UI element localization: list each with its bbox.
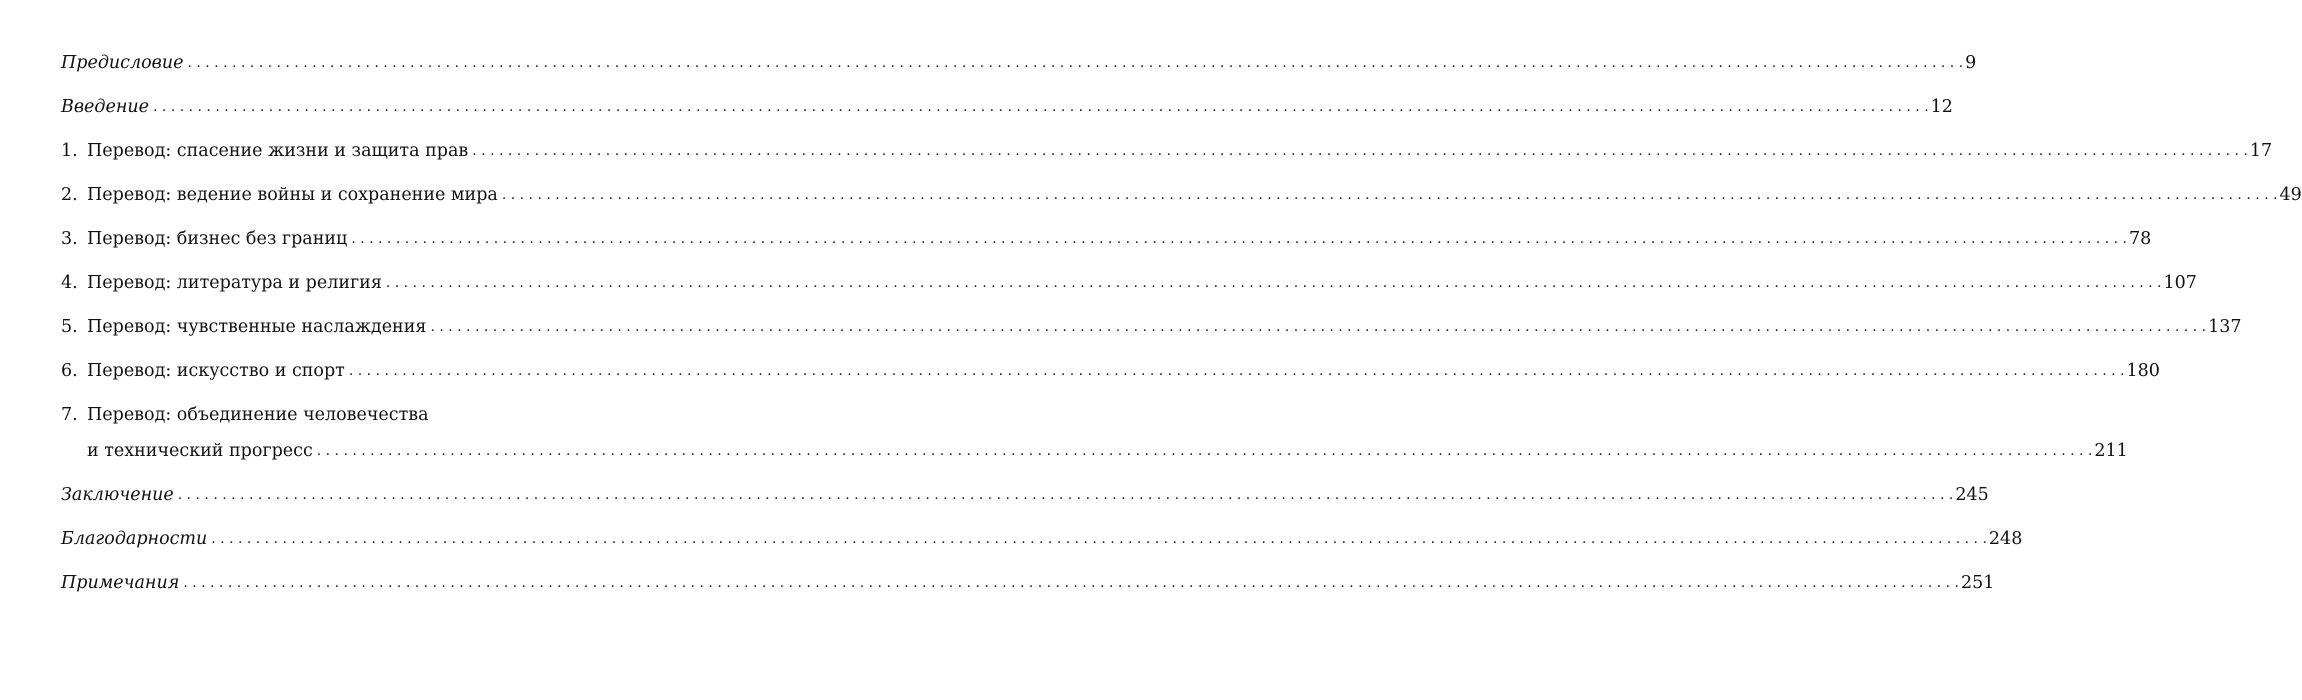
toc-entry-page: 12 — [1930, 97, 1953, 117]
toc-entry-number: 4. — [61, 273, 78, 293]
toc-entry-acknowledgements[interactable] — [61, 526, 2023, 553]
toc-entry-chapter-3[interactable] — [61, 226, 2152, 253]
toc-entry-title: Введение — [61, 97, 150, 117]
dot-leader: . . . . . . . . . . . . . . . . . . . . . . . . . . . . . . . . . . . . . . . . . . . . . . . . . . . . . . . . . . . . . . . . . . . . . . . . . . . . . . . . . . . . . . . . . . . . . . . . . . . . . . . . . . . . . . . . . . . . . . . . . . . . . . . . . . . . . . . . . . . . . . . . . . . . . . . . . . . . . . . . . . . . . . . . . . . . . . . . . . . . . . . . . . . . . . . . . . . . . . . . — [351, 231, 2127, 247]
toc-entry-page: 78 — [2128, 229, 2152, 249]
toc-entry-number: 3. — [61, 229, 78, 249]
dot-leader: . . . . . . . . . . . . . . . . . . . . . . . . . . . . . . . . . . . . . . . . . . . . . . . . . . . . . . . . . . . . . . . . . . . . . . . . . . . . . . . . . . . . . . . . . . . . . . . . . . . . . . . . . . . . . . . . . . . . . . . . . . . . . . . . . . . . . . . . . . . . . . . . . . . . . . . . . . . . . . . . . . . . . . . . . . . . . . . . . . . . . . . . . . . . . . . . . . . . . . . . — [316, 443, 2093, 459]
dot-leader: . . . . . . . . . . . . . . . . . . . . . . . . . . . . . . . . . . . . . . . . . . . . . . . . . . . . . . . . . . . . . . . . . . . . . . . . . . . . . . . . . . . . . . . . . . . . . . . . . . . . . . . . . . . . . . . . . . . . . . . . . . . . . . . . . . . . . . . . . . . . . . . . . . . . . . . . . . . . . . . . . . . . . . . . . . . . . . . . . . . . . . . . . . . . . . . . . . . . . . . . — [472, 143, 2248, 159]
toc-entry-notes[interactable] — [61, 570, 1995, 597]
toc-entry-chapter-4[interactable] — [61, 270, 2197, 297]
toc-entry-page: 248 — [1988, 529, 2023, 549]
table-of-contents — [61, 50, 2302, 597]
dot-leader: . . . . . . . . . . . . . . . . . . . . . . . . . . . . . . . . . . . . . . . . . . . . . . . . . . . . . . . . . . . . . . . . . . . . . . . . . . . . . . . . . . . . . . . . . . . . . . . . . . . . . . . . . . . . . . . . . . . . . . . . . . . . . . . . . . . . . . . . . . . . . . . . . . . . . . . . . . . . . . . . . . . . . . . . . . . . . . . . . . . . . . . . . . . . . . . . . . . . . . . . — [348, 363, 2125, 379]
dot-leader: . . . . . . . . . . . . . . . . . . . . . . . . . . . . . . . . . . . . . . . . . . . . . . . . . . . . . . . . . . . . . . . . . . . . . . . . . . . . . . . . . . . . . . . . . . . . . . . . . . . . . . . . . . . . . . . . . . . . . . . . . . . . . . . . . . . . . . . . . . . . . . . . . . . . . . . . . . . . . . . . . . . . . . . . . . . . . . . . . . . . . . . . . . . . . . . . . . . . . . . . — [187, 55, 1964, 71]
toc-entry-page: 251 — [1960, 573, 1995, 593]
toc-entry-chapter-2[interactable] — [61, 182, 2302, 209]
toc-entry-page: 107 — [2163, 273, 2197, 293]
dot-leader: . . . . . . . . . . . . . . . . . . . . . . . . . . . . . . . . . . . . . . . . . . . . . . . . . . . . . . . . . . . . . . . . . . . . . . . . . . . . . . . . . . . . . . . . . . . . . . . . . . . . . . . . . . . . . . . . . . . . . . . . . . . . . . . . . . . . . . . . . . . . . . . . . . . . . . . . . . . . . . . . . . . . . . . . . . . . . . . . . . . . . . . . . . . . . . . . . . . . . . . . — [385, 275, 2162, 291]
toc-entry-page: 245 — [1955, 485, 1989, 505]
toc-entry-page: 49 — [2279, 185, 2302, 205]
toc-entry-conclusion[interactable] — [61, 482, 1989, 509]
toc-entry-title: Примечания — [61, 573, 180, 593]
toc-entry-title: Перевод: бизнес без границ — [87, 229, 348, 249]
dot-leader: . . . . . . . . . . . . . . . . . . . . . . . . . . . . . . . . . . . . . . . . . . . . . . . . . . . . . . . . . . . . . . . . . . . . . . . . . . . . . . . . . . . . . . . . . . . . . . . . . . . . . . . . . . . . . . . . . . . . . . . . . . . . . . . . . . . . . . . . . . . . . . . . . . . . . . . . . . . . . . . . . . . . . . . . . . . . . . . . . . . . . . . . . . . . . . . . . . . . . . . . — [183, 575, 1959, 591]
dot-leader: . . . . . . . . . . . . . . . . . . . . . . . . . . . . . . . . . . . . . . . . . . . . . . . . . . . . . . . . . . . . . . . . . . . . . . . . . . . . . . . . . . . . . . . . . . . . . . . . . . . . . . . . . . . . . . . . . . . . . . . . . . . . . . . . . . . . . . . . . . . . . . . . . . . . . . . . . . . . . . . . . . . . . . . . . . . . . . . . . . . . . . . . . . . . . . . . . . . . . . . . — [211, 531, 1987, 547]
toc-entry-title: Перевод: искусство и спорт — [87, 361, 345, 381]
toc-entry-chapter-6[interactable] — [61, 358, 2160, 385]
toc-entry-page: 211 — [2094, 441, 2128, 461]
toc-entry-title: Перевод: литература и религия — [87, 273, 382, 293]
toc-entry-number: 6. — [61, 361, 78, 381]
toc-entry-title-line2: и технический прогресс — [87, 441, 313, 461]
toc-entry-title: Перевод: объединение человечества — [87, 405, 429, 425]
toc-entry-number: 5. — [61, 317, 78, 337]
toc-entry-chapter-7[interactable] — [61, 402, 2128, 465]
toc-entry-number: 1. — [61, 141, 78, 161]
toc-entry-chapter-5[interactable] — [61, 314, 2242, 341]
toc-entry-chapter-1[interactable] — [61, 138, 2273, 165]
toc-entry-page: 9 — [1965, 53, 1977, 73]
dot-leader: . . . . . . . . . . . . . . . . . . . . . . . . . . . . . . . . . . . . . . . . . . . . . . . . . . . . . . . . . . . . . . . . . . . . . . . . . . . . . . . . . . . . . . . . . . . . . . . . . . . . . . . . . . . . . . . . . . . . . . . . . . . . . . . . . . . . . . . . . . . . . . . . . . . . . . . . . . . . . . . . . . . . . . . . . . . . . . . . . . . . . . . . . . . . . . . . . . . . . . . . — [153, 99, 1929, 115]
dot-leader: . . . . . . . . . . . . . . . . . . . . . . . . . . . . . . . . . . . . . . . . . . . . . . . . . . . . . . . . . . . . . . . . . . . . . . . . . . . . . . . . . . . . . . . . . . . . . . . . . . . . . . . . . . . . . . . . . . . . . . . . . . . . . . . . . . . . . . . . . . . . . . . . . . . . . . . . . . . . . . . . . . . . . . . . . . . . . . . . . . . . . . . . . . . . . . . . . . . . . . . . — [177, 487, 1954, 503]
toc-entry-title: Перевод: ведение войны и сохранение мира — [87, 185, 498, 205]
toc-entry-preface[interactable] — [61, 50, 1977, 77]
toc-entry-page: 180 — [2126, 361, 2160, 381]
toc-entry-number: 2. — [61, 185, 78, 205]
toc-entry-page: 137 — [2208, 317, 2242, 337]
toc-entry-title: Перевод: чувственные наслаждения — [87, 317, 427, 337]
toc-entry-title: Благодарности — [61, 529, 208, 549]
dot-leader: . . . . . . . . . . . . . . . . . . . . . . . . . . . . . . . . . . . . . . . . . . . . . . . . . . . . . . . . . . . . . . . . . . . . . . . . . . . . . . . . . . . . . . . . . . . . . . . . . . . . . . . . . . . . . . . . . . . . . . . . . . . . . . . . . . . . . . . . . . . . . . . . . . . . . . . . . . . . . . . . . . . . . . . . . . . . . . . . . . . . . . . . . . . . . . . . . . . . . . . . — [501, 187, 2278, 203]
toc-entry-introduction[interactable] — [61, 94, 1953, 121]
toc-entry-page: 17 — [2249, 141, 2273, 161]
toc-entry-title: Заключение — [61, 485, 174, 505]
toc-entry-title: Предисловие — [61, 53, 184, 73]
toc-entry-title: Перевод: спасение жизни и защита прав — [87, 141, 469, 161]
dot-leader: . . . . . . . . . . . . . . . . . . . . . . . . . . . . . . . . . . . . . . . . . . . . . . . . . . . . . . . . . . . . . . . . . . . . . . . . . . . . . . . . . . . . . . . . . . . . . . . . . . . . . . . . . . . . . . . . . . . . . . . . . . . . . . . . . . . . . . . . . . . . . . . . . . . . . . . . . . . . . . . . . . . . . . . . . . . . . . . . . . . . . . . . . . . . . . . . . . . . . . . . — [430, 319, 2207, 335]
toc-entry-number: 7. — [61, 405, 78, 425]
